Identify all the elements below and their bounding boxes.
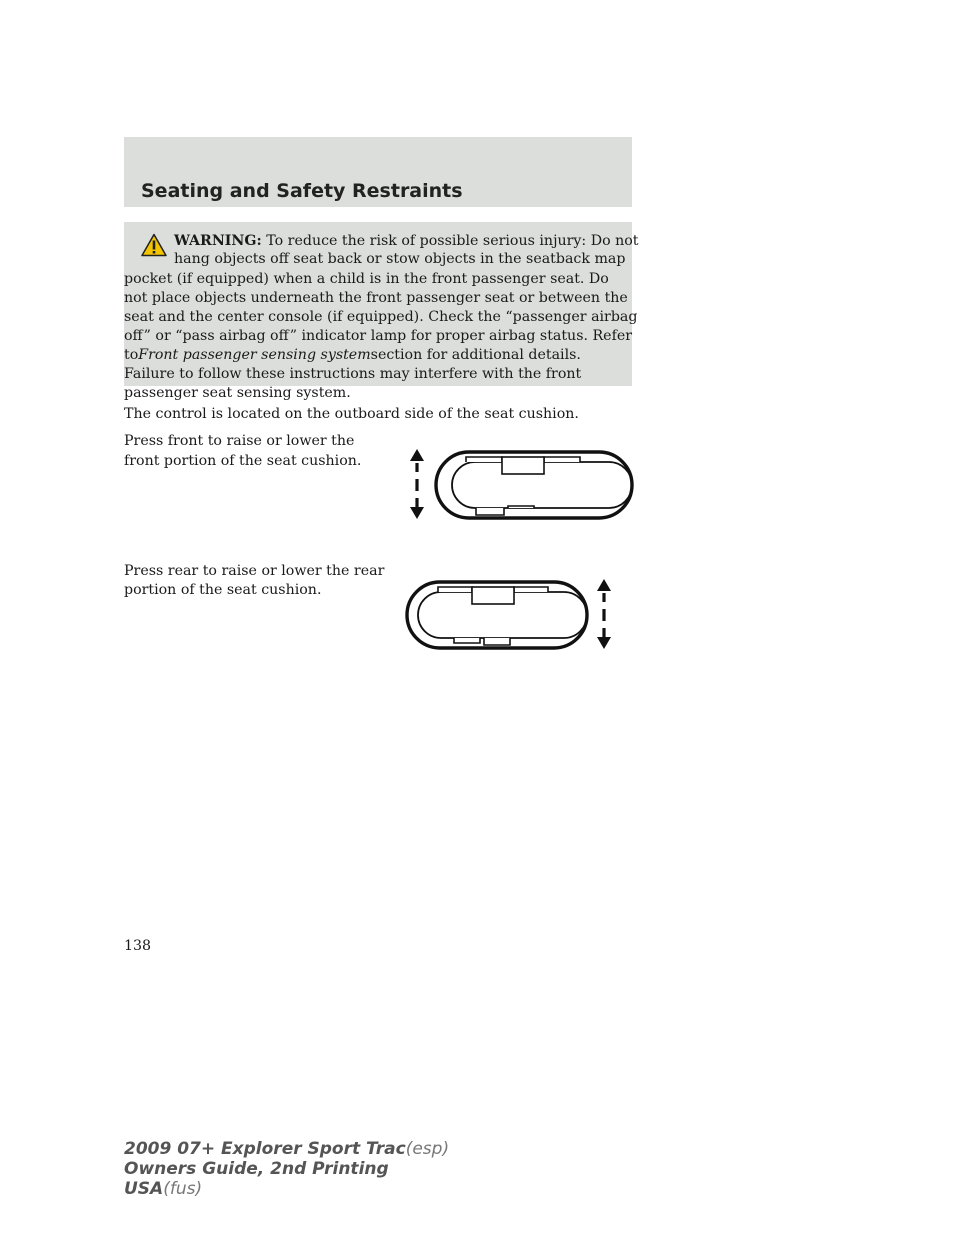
warning-triangle-icon	[141, 233, 167, 257]
warning-line-2: hang objects off seat back or stow objects in the seatback map	[174, 251, 626, 267]
warning-label: WARNING:	[174, 233, 262, 249]
warning-line-8: Failure to follow these instructions may interfere with the front	[124, 366, 582, 382]
rear-seat-switch	[407, 582, 587, 648]
footer-model-code: (esp)	[405, 1139, 450, 1159]
footer-region: USA	[124, 1179, 164, 1199]
footer-region-code: (fus)	[163, 1179, 203, 1199]
warning-line-7	[124, 345, 581, 365]
warning-line-4: not place objects underneath the front passenger seat or between the	[124, 290, 628, 306]
footer-model: 2009 07+ Explorer Sport Trac	[124, 1139, 406, 1159]
front-instruction-line-1: Press front to raise or lower the	[124, 433, 355, 449]
section-title: Seating and Safety Restraints	[141, 180, 463, 202]
front-seat-control-diagram	[404, 447, 638, 523]
footer-line-1	[124, 1139, 449, 1159]
footer-guide: Owners Guide, 2nd Printing	[124, 1159, 389, 1179]
warning-line-3: pocket (if equipped) when a child is in the front passenger seat. Do	[124, 271, 609, 287]
warning-line-9: passenger seat sensing system.	[124, 385, 351, 401]
rear-instruction-line-2: portion of the seat cushion.	[124, 582, 322, 598]
rear-instruction-line-1: Press rear to raise or lower the rear	[124, 563, 385, 579]
warning-line-6: off” or “pass airbag off” indicator lamp for proper airbag status. Refer	[124, 328, 633, 344]
intro-paragraph: The control is located on the outboard side of the seat cushion.	[124, 406, 579, 422]
warning-line-7-prefix: to	[124, 347, 139, 363]
footer-line-2	[124, 1159, 389, 1179]
footer-line-3	[124, 1179, 202, 1199]
front-up-down-arrow-icon	[410, 449, 424, 519]
front-instruction-line-2: front portion of the seat cushion.	[124, 453, 362, 469]
warning-line-1	[174, 231, 639, 251]
warning-line-7-suffix: section for additional details.	[370, 347, 581, 363]
front-seat-switch	[436, 452, 632, 518]
warning-line-5: seat and the center console (if equipped). Check the “passenger airbag	[124, 309, 638, 325]
rear-seat-control-diagram	[404, 577, 620, 653]
front-passenger-sensing-system-ref: Front passenger sensing system	[138, 347, 371, 363]
page-number: 138	[124, 938, 152, 954]
rear-up-down-arrow-icon	[597, 579, 611, 649]
warning-text-1: To reduce the risk of possible serious injury: Do not	[266, 233, 639, 249]
